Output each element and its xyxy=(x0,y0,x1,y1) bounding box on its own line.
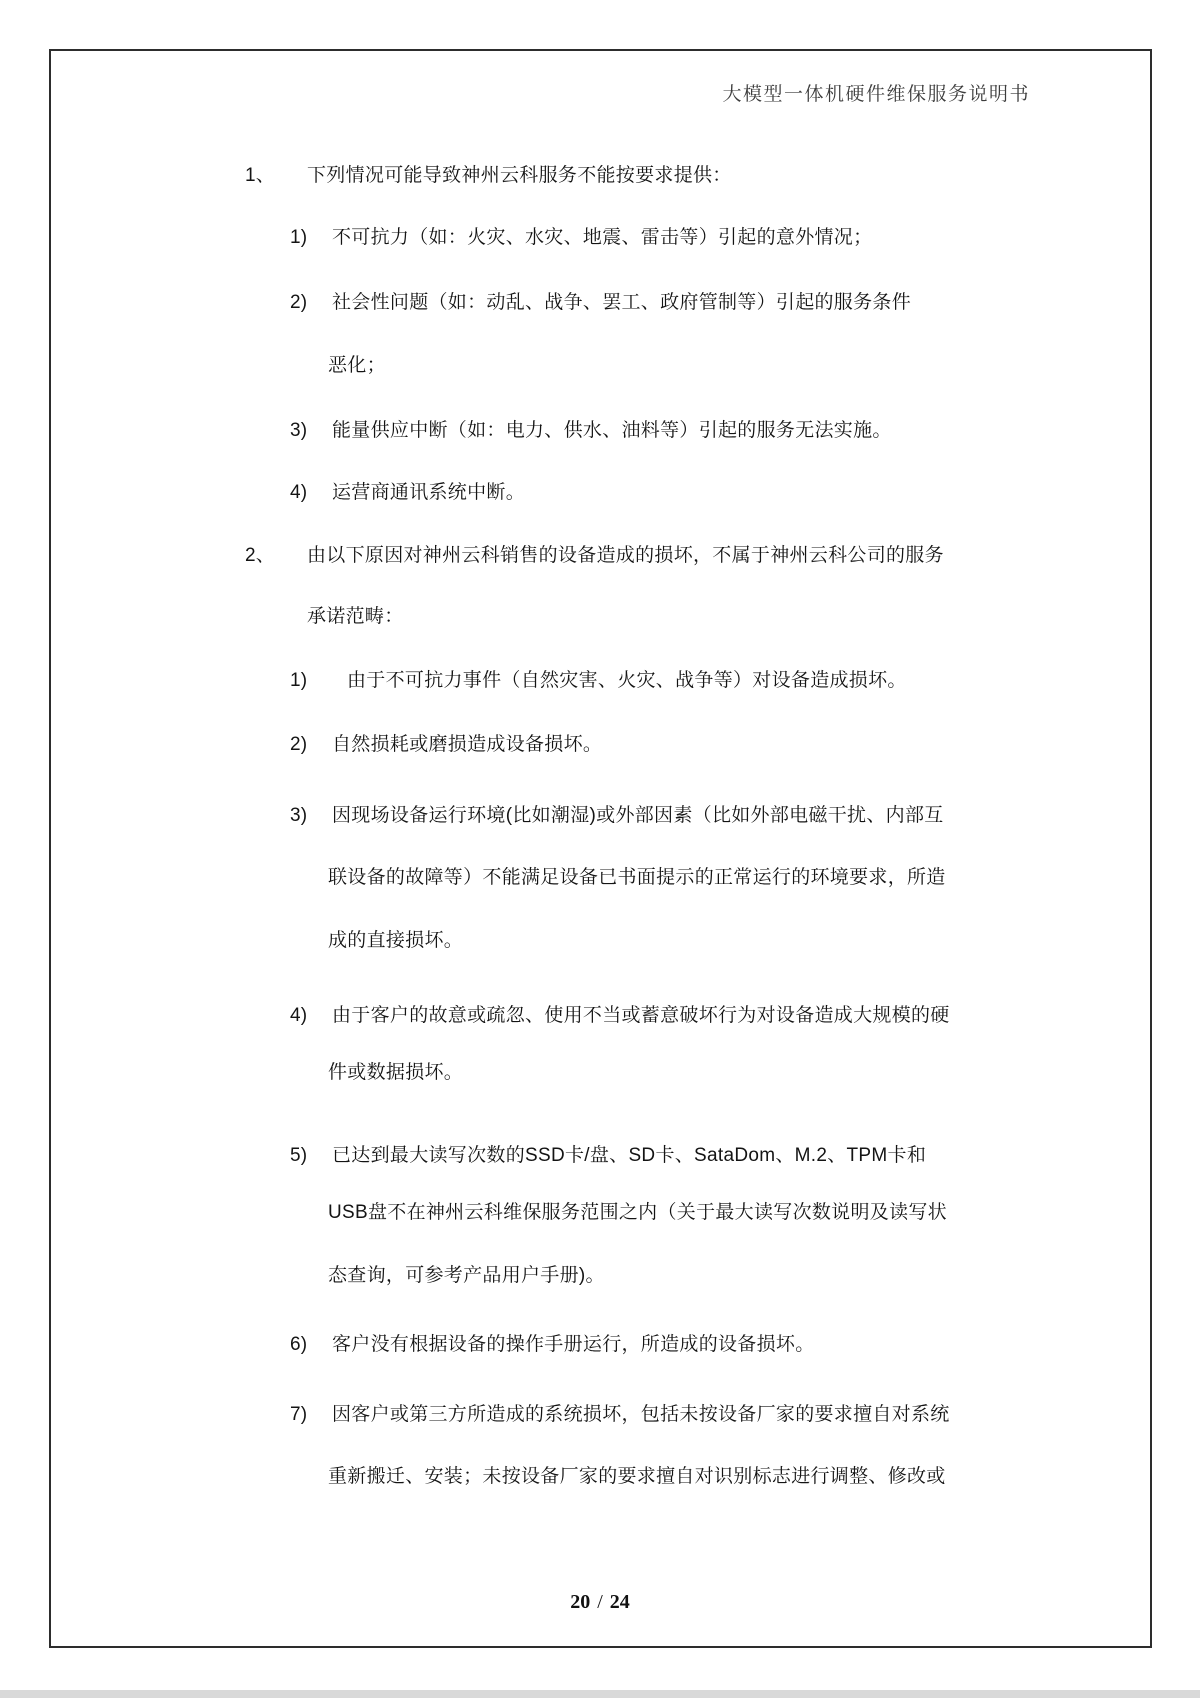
bottom-edge-strip xyxy=(0,1690,1200,1698)
item-text-line: 件或数据损坏。 xyxy=(328,1062,464,1083)
item-text-line: 因客户或第三方所造成的系统损坏，包括未按设备厂家的要求擅自对系统 xyxy=(332,1404,950,1425)
item-text-line: 重新搬迁、安装；未按设备厂家的要求擅自对识别标志进行调整、修改或 xyxy=(328,1466,946,1487)
item-text-line: 恶化； xyxy=(328,355,386,376)
document-line xyxy=(0,542,1200,570)
item-marker: 7) xyxy=(290,1404,308,1425)
section-marker: 1、 xyxy=(245,165,275,186)
document-line xyxy=(0,802,1200,830)
item-marker: 4) xyxy=(290,482,308,503)
document-line xyxy=(0,731,1200,759)
section-title-line: 下列情况可能导致神州云科服务不能按要求提供： xyxy=(307,165,732,186)
document-line xyxy=(0,1002,1200,1030)
section-title-line: 由以下原因对神州云科销售的设备造成的损坏，不属于神州云科公司的服务 xyxy=(307,545,944,566)
document-line xyxy=(0,1401,1200,1429)
item-text-line: 已达到最大读写次数的SSD卡/盘、SD卡、SataDom、M.2、TPM卡和 xyxy=(332,1145,927,1166)
document-line xyxy=(0,1059,1200,1087)
item-text-line: 由于客户的故意或疏忽、使用不当或蓄意破坏行为对设备造成大规模的硬 xyxy=(332,1005,950,1026)
document-line xyxy=(0,864,1200,892)
item-text-line: 不可抗力（如：火灾、水灾、地震、雷击等）引起的意外情况； xyxy=(332,227,873,248)
document-line xyxy=(0,289,1200,317)
item-marker: 3) xyxy=(290,805,308,826)
document-line xyxy=(0,1199,1200,1227)
document-line xyxy=(0,603,1200,631)
item-marker: 4) xyxy=(290,1005,308,1026)
document-line xyxy=(0,479,1200,507)
item-marker: 2) xyxy=(290,734,308,755)
document-line xyxy=(0,352,1200,380)
section-title-line: 承诺范畴： xyxy=(307,606,404,627)
item-text-line: 成的直接损坏。 xyxy=(328,930,464,951)
document-line xyxy=(0,224,1200,252)
document-line xyxy=(0,417,1200,445)
item-text-line: 因现场设备运行环境(比如潮湿)或外部因素（比如外部电磁干扰、内部互 xyxy=(332,805,944,826)
item-text-line: 运营商通讯系统中断。 xyxy=(332,482,526,503)
document-line xyxy=(0,927,1200,955)
item-marker: 1) xyxy=(290,670,308,691)
item-text-line: 自然损耗或磨损造成设备损坏。 xyxy=(332,734,603,755)
item-text-line: 态查询，可参考产品用户手册)。 xyxy=(328,1265,605,1286)
item-marker: 3) xyxy=(290,420,308,441)
item-text-line: 能量供应中断（如：电力、供水、油料等）引起的服务无法实施。 xyxy=(332,420,892,441)
document-line xyxy=(0,1331,1200,1359)
item-text-line: 客户没有根据设备的操作手册运行，所造成的设备损坏。 xyxy=(332,1334,815,1355)
item-marker: 2) xyxy=(290,292,308,313)
item-text-line: 社会性问题（如：动乱、战争、罢工、政府管制等）引起的服务条件 xyxy=(332,292,912,313)
item-marker: 5) xyxy=(290,1145,308,1166)
section-marker: 2、 xyxy=(245,545,275,566)
item-text-line: 联设备的故障等）不能满足设备已书面提示的正常运行的环境要求，所造 xyxy=(328,867,946,888)
document-line xyxy=(0,667,1200,695)
document-line xyxy=(0,1142,1200,1170)
page-number-total: 24 xyxy=(609,1591,630,1613)
item-text-line: 由于不可抗力事件（自然灾害、火灾、战争等）对设备造成损坏。 xyxy=(347,670,907,691)
page-number-separator: / xyxy=(597,1591,603,1613)
header-title: 大模型一体机硬件维保服务说明书 xyxy=(722,84,1030,105)
item-marker: 6) xyxy=(290,1334,308,1355)
item-marker: 1) xyxy=(290,227,308,248)
document-line xyxy=(0,1262,1200,1290)
document-line xyxy=(0,162,1200,190)
page-footer xyxy=(0,1588,1200,1616)
document-line xyxy=(0,1463,1200,1491)
item-text-line: USB盘不在神州云科维保服务范围之内（关于最大读写次数说明及读写状 xyxy=(328,1202,947,1223)
page-number-current: 20 xyxy=(570,1591,591,1613)
